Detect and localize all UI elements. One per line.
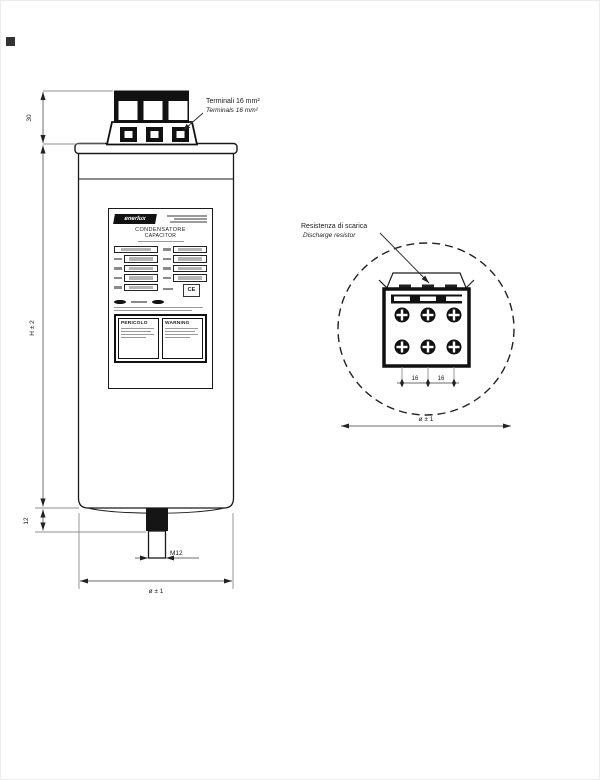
dim-text-body-height: H ± 2 <box>29 320 36 336</box>
stud-boss <box>146 508 168 531</box>
warning-box-en <box>162 318 203 359</box>
discharge-annotation-line2: Discharge resistor <box>303 232 356 239</box>
warning-title-en: WARNING <box>165 320 190 326</box>
terminal-annotation-line2: Terminals 16 mm² <box>206 107 258 114</box>
cert-logo-icon <box>152 300 164 305</box>
screw-terminal <box>447 340 462 355</box>
rating-fields-left <box>114 246 158 297</box>
product-subtitle-line <box>138 241 184 242</box>
cert-text-line <box>131 301 147 303</box>
terminal-hole-1 <box>125 131 133 138</box>
terminal-upper-window-3 <box>169 101 188 120</box>
fine-print-lines <box>114 307 207 311</box>
dim-text-diameter-front: ø ± 1 <box>148 588 164 595</box>
capacitor-nameplate <box>108 208 213 389</box>
discharge-annotation-line1: Resistenza di scarica <box>301 223 368 230</box>
screw-terminal <box>421 340 436 355</box>
corner-tick-right <box>466 280 474 288</box>
slot-1 <box>394 297 410 302</box>
dim-text-terminal-height: 30 <box>26 114 33 122</box>
rating-row <box>114 274 158 282</box>
rating-row <box>114 255 158 263</box>
ce-mark: CE <box>183 284 200 297</box>
screw-terminal <box>395 340 410 355</box>
rating-row <box>163 265 207 273</box>
terminal-upper-window-1 <box>119 101 138 120</box>
dim-text-diameter-top: ø ± 1 <box>418 416 434 423</box>
dim-text-stud-thread: M12 <box>170 550 183 557</box>
certification-symbols <box>114 300 207 305</box>
rating-box <box>114 246 158 254</box>
product-title-it: CONDENSATORE <box>135 227 186 233</box>
brand-logo <box>113 214 157 224</box>
brand-logo-text: enerlux <box>123 216 147 222</box>
slot-3 <box>446 297 462 302</box>
warning-title-it: PERICOLO <box>121 320 148 326</box>
cert-logo-icon <box>114 300 126 305</box>
dim-text-pitch-left: 16 <box>411 376 419 382</box>
terminal-top-bar <box>114 91 189 99</box>
warning-section <box>114 314 207 363</box>
screw-terminal <box>395 308 410 323</box>
dim-text-stud-length: 12 <box>23 517 30 525</box>
rating-row <box>114 284 158 292</box>
warning-box-it <box>118 318 159 359</box>
product-title <box>114 227 207 242</box>
terminal-block-front <box>107 91 197 145</box>
drawing-canvas <box>1 1 600 780</box>
ce-mark-row <box>163 284 207 297</box>
rating-row <box>163 274 207 282</box>
corner-tick-left <box>379 280 387 288</box>
slot-2 <box>420 297 436 302</box>
rating-row <box>114 265 158 273</box>
page-corner-mark <box>6 37 15 46</box>
screw-terminal <box>421 308 436 323</box>
rating-row <box>163 255 207 263</box>
manufacturer-info-lines <box>160 214 207 223</box>
terminal-hole-3 <box>177 131 185 138</box>
mounting-stud-m12 <box>149 531 166 558</box>
terminal-hole-2 <box>151 131 159 138</box>
rating-fields <box>114 246 207 297</box>
rating-row <box>163 246 207 254</box>
dim-text-pitch-right: 16 <box>437 376 445 382</box>
screw-terminal <box>447 308 462 323</box>
top-view <box>301 223 514 426</box>
rating-fields-right <box>163 246 207 297</box>
product-title-en: CAPACITOR <box>144 233 177 239</box>
terminal-annotation-line1: Terminali 16 mm² <box>206 98 260 105</box>
terminal-upper-window-2 <box>144 101 163 120</box>
nameplate-header <box>114 214 207 224</box>
